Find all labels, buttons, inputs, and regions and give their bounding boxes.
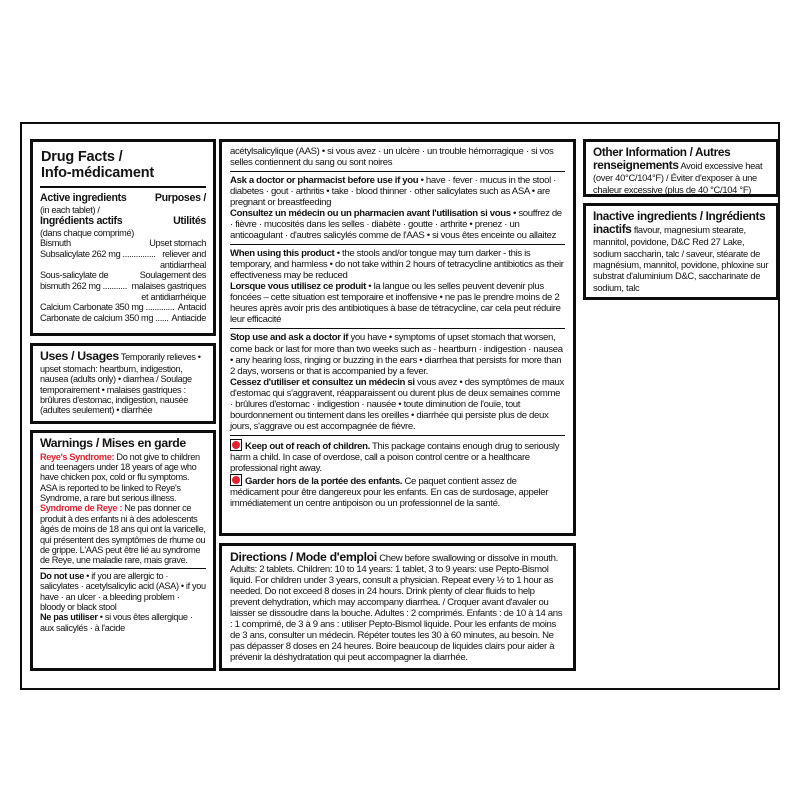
ingredient-name: Bismuth <box>40 238 71 249</box>
when-using-en-paragraph <box>230 248 565 281</box>
ingredient-purpose: Upset stomach <box>149 238 206 249</box>
ingredient-name: Subsalicylate 262 mg ............... <box>40 249 156 260</box>
stop-use-fr-body: vous avez • des symptômes de maux d'estomac qui s'aggravent, réapparaissent ou durent plus de deux semaines comme · brûlures d'estomac · indigestion · nausée • toute diminution de l'ouïe, tout bourdonnement ou tintement dans les oreilles • diarrhée qui persiste plus de deux jours, s'aggrave ou est accompagnée de fièvre. <box>230 376 564 432</box>
warnings-box <box>30 430 216 671</box>
drug-facts-title <box>40 147 206 188</box>
reyes-syndrome-en-lead: Reye's Syndrome: <box>40 451 115 462</box>
drug-facts-title-fr: Info-médicament <box>41 165 155 182</box>
ask-doctor-en-body: • have · fever · mucus in the stool · diabetes · gout · arthritis • take · blood thinner · other salicylates such as ASA • are pregnant or breastfeeding <box>230 175 557 209</box>
when-using-fr-body: • la langue ou les selles peuvent devenir plus foncées – cette situation est temporaire et inoffensive • ne pas le prendre moins de 2 heures après avoir pris des antibiotiques à base de tétracycline, car cela peut réduire leur efficacité <box>230 281 561 326</box>
keep-out-en-body: This package contains enough drug to seriously harm a child. In case of overdose, call a poison control centre or a healthcare professional right away. <box>230 440 560 474</box>
ingredient-purpose: malaises gastriques <box>131 281 206 292</box>
uses-body: Temporarily relieves • upset stomach: heartburn, indigestion, nausea (adults only) • diarrhea / Soulage temporairement • malaises gastriques : brûlures d'estomac, indigestion, nausée (adultes seulement) • diarrhée <box>40 352 201 416</box>
active-ingredients-heading-row <box>40 192 206 204</box>
ask-doctor-en-paragraph <box>230 175 565 208</box>
section-divider <box>230 435 565 436</box>
when-using-en-lead: When using this product <box>230 248 335 260</box>
stop-use-en-body: you have • symptoms of upset stomach that worsen, come back or last for more than two weeks such as · heartburn · indigestion · nausea • any hearing loss, ringing or buzzing in the ears • diarrhea that persists for more than 2 days, worsens or that is accompanied by a fever. <box>230 332 563 377</box>
stop-use-en-paragraph <box>230 332 565 376</box>
ingredient-row <box>40 260 206 271</box>
section-divider <box>230 171 565 172</box>
utilites-heading: Utilités <box>173 215 206 228</box>
keep-out-warning-icon <box>230 474 242 486</box>
reyes-syndrome-fr-paragraph <box>40 503 206 565</box>
other-information-box <box>583 139 779 197</box>
ingredient-row <box>40 270 206 281</box>
ingredient-row <box>40 313 206 324</box>
keep-out-fr-body: Ce paquet contient assez de médicament pour être dangereux pour les enfants. En cas de surdosage, appeler immédiatement un centre antipoison ou un professionnel de la santé. <box>230 475 549 509</box>
uses-paragraph <box>40 350 206 416</box>
ask-doctor-fr-paragraph <box>230 208 565 241</box>
ingredient-name: Sous-salicylate de <box>40 270 109 281</box>
inactive-ingredients-body: flavour, magnesium stearate, mannitol, povidone, D&C Red 27 Lake, sodium saccharin, talc / saveur, stéarate de magnésium, mannitol, povidone, phloxine sur substrat d'aluminium D&C, saccharinate de sodium, talc <box>593 224 769 293</box>
warnings-heading: Warnings / Mises en garde <box>40 436 186 450</box>
active-ingredients-heading-en: Active ingredients <box>40 192 127 205</box>
directions-body: Chew before swallowing or dissolve in mouth. Adults: 2 tablets. Children: 10 to 14 years: 1 tablet, 3 to 9 years: use Pepto-Bismol liquid. For children under 3 years, consult a physician. Repeat every ½ to 1 hour as needed. Do not exceed 8 doses in 24 hours. Drink plenty of clear fluids to help prevent dehydration, which may accompany diarrhea. / Croquer avant d'avaler ou laisser se dissoudre dans la bouche. Adultes : 2 comprimés. Enfants : de 10 à 14 ans : 1 comprimé, de 3 à 9 ans : utiliser Pepto-Bismol liquide. Pour les enfants de moins de 3 ans, consulter un médecin. Répéter toutes les 30 à 60 minutes, au besoin. Ne pas dépasser 8 doses en 24 heures. Boire beaucoup de liquides clairs pour aider à prévenir la déshydratation qui peut accompagner la diarrhée. <box>230 553 563 664</box>
ask-doctor-fr-body: • souffrez de · fièvre · mucosités dans les selles · diabète · goutte · arthrite • prenez · un anticoagulant · d'autres salicylés comme de l'AAS • si vous êtes enceinte ou allaitez <box>230 208 562 242</box>
section-divider <box>230 244 565 245</box>
ingredient-purpose: et antidiarrhéique <box>141 291 206 302</box>
directions-box <box>219 543 576 671</box>
warnings-continued-box <box>219 139 576 536</box>
keep-out-of-reach-en-paragraph <box>230 439 565 474</box>
section-divider <box>40 568 206 569</box>
reyes-syndrome-fr-lead: Syndrome de Reye : <box>40 503 123 514</box>
do-not-use-paragraph <box>40 571 206 613</box>
carryover-paragraph: acétylsalicylique (AAS) • si vous avez · un ulcère · un trouble hémorragique · si vos selles contiennent du sang ou sont noires <box>230 146 554 169</box>
ne-pas-utiliser-body: • si vous êtes allergique · aux salicylés · à l'acide <box>40 612 193 633</box>
keep-out-of-reach-fr-paragraph <box>230 474 565 509</box>
when-using-fr-lead: Lorsque vous utilisez ce produit <box>230 281 366 293</box>
active-ingredients-sub-fr: (dans chaque comprimé) <box>40 227 134 238</box>
ask-doctor-en-lead: Ask a doctor or pharmacist before use if you <box>230 175 419 187</box>
stop-use-en-lead: Stop use and ask a doctor if <box>230 332 349 344</box>
red-dot-icon <box>232 441 240 449</box>
purposes-heading: Purposes / <box>154 192 206 205</box>
other-information-paragraph <box>593 146 769 195</box>
reyes-syndrome-en-body: Do not give to children and teenagers under 18 years of age who have chicken pox, cold or flu symptoms. ASA is reported to be linked to Reye's Syndrome, a rare but serious illness. <box>40 451 200 504</box>
active-ingredients-heading-row-fr <box>40 215 206 227</box>
do-not-use-lead: Do not use <box>40 570 84 581</box>
active-ingredients-section <box>40 192 206 323</box>
directions-paragraph <box>230 550 565 663</box>
ingredient-purpose: Antiacide <box>171 313 206 324</box>
ask-doctor-fr-lead: Consultez un médecin ou un pharmacien avant l'utilisation si vous <box>230 208 511 220</box>
ingredient-purpose: reliever and <box>162 249 206 260</box>
section-divider <box>230 328 565 329</box>
ne-pas-utiliser-paragraph <box>40 612 206 633</box>
ingredient-name: bismuth 262 mg ........... <box>40 281 127 292</box>
directions-heading: Directions / Mode d'emploi <box>230 550 377 564</box>
stop-use-fr-paragraph <box>230 377 565 432</box>
ingredient-purpose: antidiarrheal <box>159 259 206 270</box>
other-information-heading: Other Information / Autres renseignements <box>593 145 731 173</box>
keep-out-warning-icon <box>230 439 242 451</box>
inactive-ingredients-paragraph <box>593 210 769 293</box>
keep-out-fr-lead: Garder hors de la portée des enfants. <box>245 475 403 487</box>
inactive-ingredients-heading: Inactive ingredients / Ingrédients inactifs <box>593 209 766 237</box>
stop-use-fr-lead: Cessez d'utiliser et consultez un médecin si <box>230 376 415 388</box>
ingredient-purpose: Antacid <box>177 302 206 313</box>
active-ingredients-heading-fr: Ingrédients actifs <box>40 215 123 228</box>
do-not-use-body: • if you are allergic to · salicylates · acetylsalicylic acid (ASA) • if you have · an ulcer · a bleeding problem · bloody or black stool <box>40 570 206 612</box>
ingredient-row <box>40 302 206 313</box>
ingredient-row <box>40 281 206 292</box>
inactive-ingredients-box <box>583 203 779 300</box>
when-using-fr-paragraph <box>230 281 565 325</box>
ingredient-purpose: Soulagement des <box>139 270 206 281</box>
keep-out-en-lead: Keep out of reach of children. <box>245 440 370 452</box>
reyes-syndrome-fr-body: Ne pas donner ce produit à des enfants ni à des adolescents âgés de moins de 18 ans qui ont la varicelle, qui présentent des symptômes de rhume ou de grippe. L'AAS peut être lié au syndrome de Reye, une maladie rare, mais grave. <box>40 503 206 566</box>
drug-facts-title-en: Drug Facts / <box>41 149 123 165</box>
ingredient-row <box>40 249 206 260</box>
ingredient-row <box>40 292 206 303</box>
when-using-en-body: • the stools and/or tongue may turn darker - this is temporary, and harmless • do not take within 2 hours of tetracycline antibiotics as their effectiveness may be reduced <box>230 248 564 282</box>
other-information-body: Avoid excessive heat (over 40°C/104°F) / Éviter d'exposer à une chaleur excessive (plus de 40 °C/104 °F) <box>593 160 763 195</box>
reyes-syndrome-en-paragraph <box>40 452 206 504</box>
uses-heading: Uses / Usages <box>40 349 119 363</box>
drug-facts-box <box>30 139 216 336</box>
ingredient-row <box>40 238 206 249</box>
ne-pas-utiliser-lead: Ne pas utiliser <box>40 612 98 623</box>
active-ingredients-sub-en: (in each tablet) / <box>40 204 100 215</box>
red-dot-icon <box>232 476 240 484</box>
ingredient-name: Carbonate de calcium 350 mg ...... <box>40 313 169 324</box>
uses-box <box>30 343 216 424</box>
ingredient-name: Calcium Carbonate 350 mg ............. <box>40 302 175 313</box>
